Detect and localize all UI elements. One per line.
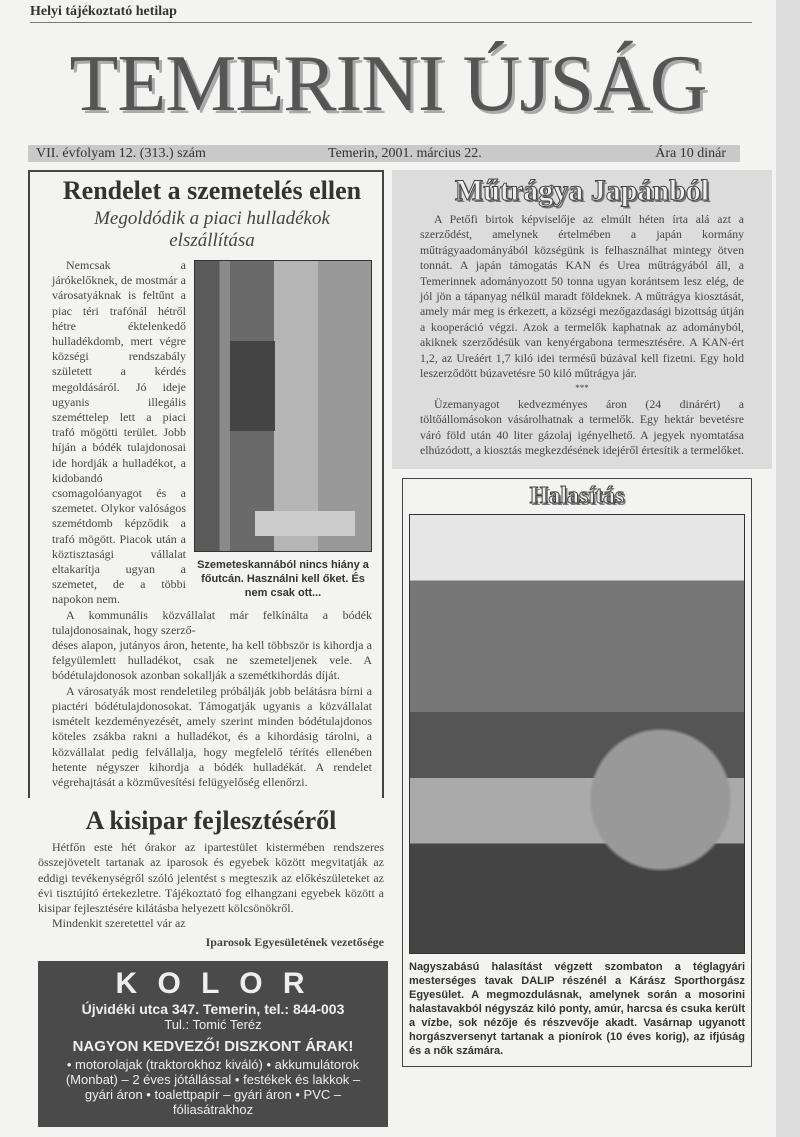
article-text: Nemcsak a járókelőknek, de mostmár a városatyáknak is feltűnt a piac téri trafónál hétről hétre éktelenkedő hulladékdomb, mert végre községi rendszabály született a kérdés megoldásáról. Jó ideje ugyanis illegális szeméttelep lett a piaci trafó mögötti terület. Jobb híján a bódék tulajdonosai ide hordják a hulladékot, a kidobandó csomagolóanyagot és a szemetet. Olykor valóságos szemétdomb képződik a trafó mögött. Piacok után a köztisztasági vállalat eltakarítja ugyan a szemetet, de a többi napokon nem. A kommunális közvállalat már felkínálta a bódék tulajdonosainak, hogy szerző- déses alapon, jutányos áron, hetente, ha kell többször is kihordja a felgyülemlett hulladékot, csak ne szemeteljenek vele. A bódétulajdonosok azonban sokallják a szemétkihordás díját. A városatyák most rendeletileg próbálják jobb belátásra bírni a piactéri bódétulajdonosokat. Támogatják ugyanis a közvállalat ismételt kezdeményezését, amely szerint minden bódétulajdonos köteles zsákba rakni a hulladékot, és a kihordásig tárolni, a közvállalat pedig felvállalja, hogy megfelelő térítés ellenében hetente négyszer kihordja a bódék hulladékát. A rendelet végrehajtását a közművesítési felügyelőség ellenőrzi.: [52, 258, 372, 789]
ad-owner: Tul.: Tomić Teréz: [164, 1016, 262, 1032]
masthead: [0, 0, 776, 170]
article-text: Mindenkit szeretettel vár az: [52, 916, 186, 931]
ad-address: Újvidéki utca 347. Temerin, tel.: 844-003: [81, 1000, 345, 1017]
fish-stocking-photo: [409, 514, 745, 954]
headline: Rendelet a szemetelés ellen: [62, 176, 362, 205]
right-column: [392, 170, 772, 1067]
article-waste: [28, 170, 384, 798]
headline: A kisipar fejlesztéséről: [85, 806, 337, 836]
article-text: Hétfőn este hét órakor az ipartestület kistermében rendszeres összejövetelt tartanak az iparosok és egyebek között megvitatják az eddigi tevékenységről szóló jelentést s megteszik az előkészületeket az évi tisztújító értekezletre. Tájékoztató fog elhangzani egyebek között a kisipar fejlesztésére kilátásba helyezett kölcsönökről.: [38, 840, 384, 915]
article-text: Üzemanyagot kedvezményes áron (24 dinárért) a töltőállomásokon vásárolhatnak a termelők. Egy hektár bevetésre váró föld után 40 liter gázolaj igényelhető. A jegyek nyomtatása elhúzódott, a kiosztás megkezdésének idejéről értesítik a termelőket.: [420, 396, 744, 458]
tagline-rule: [30, 22, 752, 23]
columns: [0, 170, 776, 1127]
left-column: [28, 170, 384, 1127]
issue-bar: [28, 145, 740, 162]
photo-caption: Szemeteskannából nincs hiány a főutcán. Használni kell őket. És nem csak ott...: [197, 559, 369, 599]
ad-items: • motorolajak (traktorokhoz kiváló) • akkumulátorok (Monbat) – 2 éves jótállással • festékek és lakkok – gyári áron • toalettpapír – gyári áron • PVC – fóliasátrakhoz: [65, 1056, 361, 1117]
separator: ***: [575, 383, 589, 394]
price: Ára 10 dinár: [655, 146, 726, 161]
photo-caption: Nagyszabású halasítást végzett szombaton a téglagyári mesterséges tavak DALIP részénél a Kárász Sporthorgász Egyesület. A megmozdulásnak, amelynek során a mosorini halastavakból négyszáz kiló ponty, amúr, harcsa és csuka került a vízbe, sok nézője és részvevője akadt. Vasárnap ugyanott horgászversenyt tartanak a pionírok (10 éves korig), az ifjúság és a nők számára.: [409, 960, 745, 1057]
headline: Halasítás: [529, 482, 625, 509]
subheadline: Megoldódik a piaci hulladékok elszállítása: [94, 208, 330, 251]
kolor-advertisement: [38, 961, 388, 1127]
photo-figure: [194, 260, 372, 600]
issue-number: VII. évfolyam 12. (313.) szám: [36, 146, 206, 161]
tagline: Helyi tájékoztató hetilap: [30, 4, 183, 20]
signature: Iparosok Egyesületének vezetősége: [205, 935, 384, 950]
newspaper-title: TEMERINI ÚJSÁG: [69, 40, 707, 128]
issue-date: Temerin, 2001. március 22.: [328, 146, 482, 161]
article-text: A Petőfi birtok képviselője az elmúlt héten írta alá azt a szerződést, amelynek értelmében a japán kormány műtrágyaadományából községünk is felhasználhat mintegy ötven tonnát. A japán támogatás KAN és Urea műtrágyából áll, a Temerinnek adományozott 50 tonna ugyan korántsem lesz elég, de jól jön a tápanyag nélkül maradt földeknek. A műtrágya kiosztását, amely már meg is érkezett, a községi mezőgazdasági bizottság útján a kooperáció végzi. Azok a termelők kaphatnak az adományból, akiknek szerződésük van kenyérgabona termesztésére. A KAN-ért 1,2, az Ureáért 1,7 kiló idei termésű búzával kell fizetni. Egy hold leszerződött búzavetésre 50 kiló műtrágya jár.: [420, 212, 744, 381]
headline: Műtrágya Japánból: [454, 174, 710, 207]
ad-slogan: NAGYON KEDVEZŐ! DISZKONT ÁRAK!: [72, 1037, 354, 1055]
ad-brand: K O L O R: [115, 966, 311, 1000]
article-small-industry: [28, 798, 384, 950]
article-fertilizer: [392, 170, 772, 469]
trash-bins-photo: [194, 260, 372, 552]
article-fish-stocking: [402, 478, 752, 1067]
